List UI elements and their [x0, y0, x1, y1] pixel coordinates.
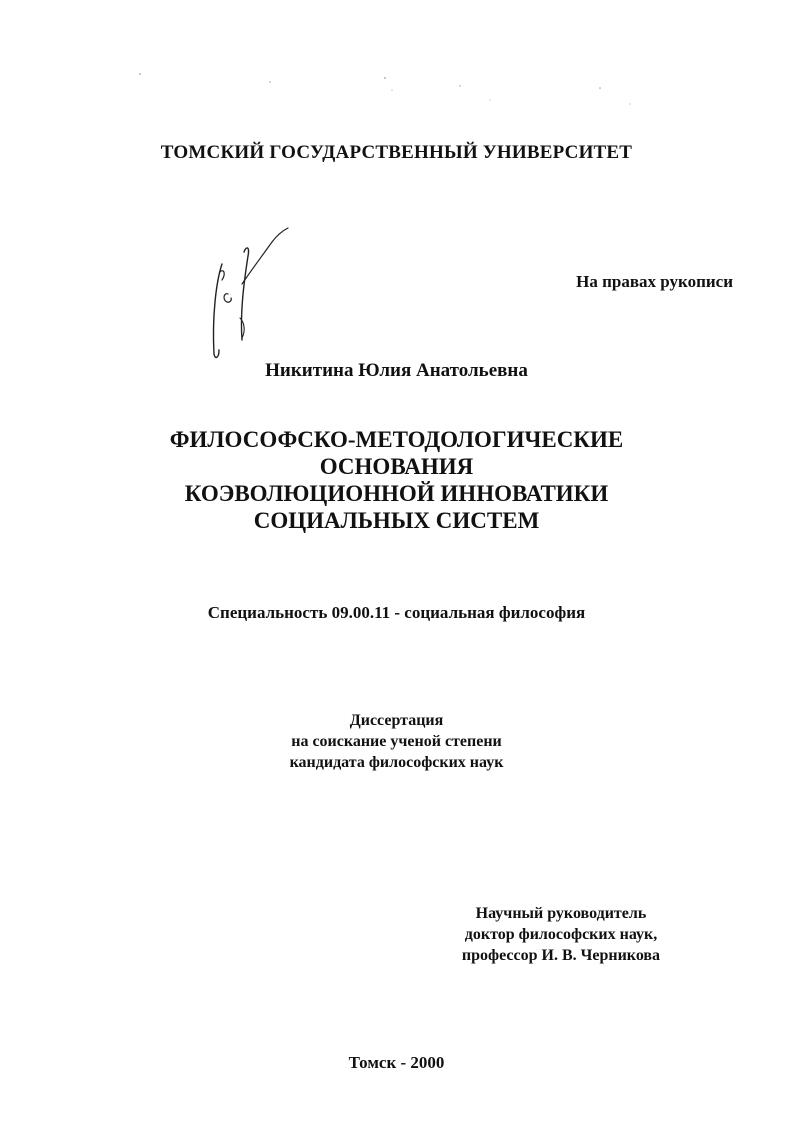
supervisor-line: доктор философских наук,: [464, 926, 658, 943]
title-line: КОЭВОЛЮЦИОННОЙ ИННОВАТИКИ: [184, 481, 609, 506]
degree-line: кандидата философских наук: [289, 754, 504, 771]
supervisor-block: [441, 903, 681, 966]
degree-statement: [0, 710, 793, 773]
supervisor-line: Научный руководитель: [475, 905, 647, 922]
title-line: ФИЛОСОФСКО-МЕТОДОЛОГИЧЕСКИЕ: [169, 427, 624, 452]
author-name: Никитина Юлия Анатольевна: [265, 360, 528, 381]
dissertation-title: [0, 426, 793, 534]
handwritten-signature: [200, 222, 300, 362]
title-line: СОЦИАЛЬНЫХ СИСТЕМ: [253, 508, 540, 533]
supervisor-line: профессор И. В. Черникова: [461, 947, 661, 964]
university-name: ТОМСКИЙ ГОСУДАРСТВЕННЫЙ УНИВЕРСИТЕТ: [160, 142, 633, 163]
title-line: ОСНОВАНИЯ: [319, 454, 474, 479]
degree-line: Диссертация: [349, 712, 444, 729]
degree-line: на соискание ученой степени: [291, 733, 502, 750]
specialty: Специальность 09.00.11 - социальная философия: [207, 603, 586, 622]
city-year: Томск - 2000: [348, 1053, 445, 1072]
manuscript-note: На правах рукописи: [576, 272, 733, 291]
scan-specks: [130, 60, 650, 120]
